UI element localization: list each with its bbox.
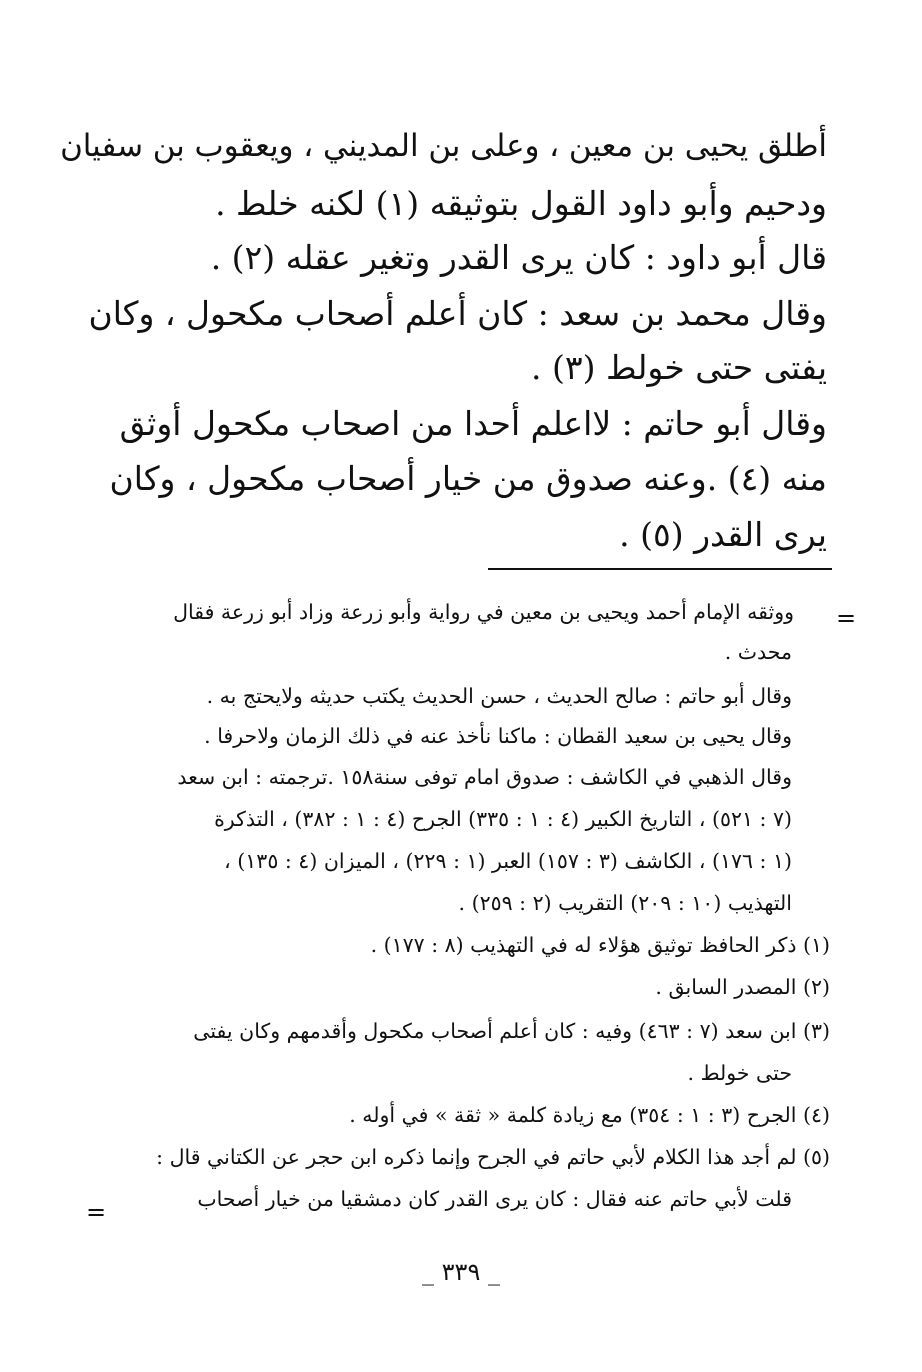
footnote-separator (488, 568, 832, 570)
footnote-2: (٢) المصدر السابق . (655, 975, 830, 999)
continuation-mark-top: = (836, 604, 857, 632)
main-line-8: يرى القدر (٥) . (619, 515, 827, 554)
footnote-5: (٥) لم أجد هذا الكلام لأبي حاتم في الجرح وإنما ذكره ابن حجر عن الكتاني قال : (156, 1145, 830, 1169)
footnote-1: (١) ذكر الحافظ توثيق هؤلاء له في التهذيب (٨ : ١٧٧) . (370, 933, 830, 957)
footnote-line-2: محدث . (724, 640, 792, 664)
footnote-3-continued: حتى خولط . (687, 1061, 792, 1085)
main-line-4: وقال محمد بن سعد : كان أعلم أصحاب مكحول ، وكان (88, 294, 827, 333)
main-line-5: يفتى حتى خولط (٣) . (531, 348, 827, 387)
footnote-3: (٣) ابن سعد (٧ : ٤٦٣) وفيه : كان أعلم أصحاب مكحول وأقدمهم وكان يفتى (193, 1019, 830, 1043)
footnote-4: (٤) الجرح (٣ : ١ : ٣٥٤) مع زيادة كلمة « ثقة » في أوله . (349, 1103, 830, 1127)
main-line-2: ودحيم وأبو داود القول بتوثيقه (١) لكنه خلط . (215, 184, 827, 223)
footnote-line-1: ووثقه الإمام أحمد ويحيى بن معين في رواية وأبو زرعة وزاد أبو زرعة فقال (173, 600, 794, 624)
footnote-line-7: (١ : ١٧٦) ، الكاشف (٣ : ١٥٧) العبر (١ : ٢٢٩) ، الميزان (٤ : ١٣٥) ، (224, 849, 792, 873)
footnote-5-continued: قلت لأبي حاتم عنه فقال : كان يرى القدر كان دمشقيا من خيار أصحاب (197, 1187, 792, 1211)
continuation-mark-bottom: = (86, 1198, 107, 1226)
footnote-line-8: التهذيب (١٠ : ٢٠٩) التقريب (٢ : ٢٥٩) . (458, 891, 792, 915)
page-number: _ ٣٣٩ _ (422, 1258, 500, 1286)
footnote-line-5: وقال الذهبي في الكاشف : صدوق امام توفى سنة١٥٨ .ترجمته : ابن سعد (177, 765, 792, 789)
main-line-1: أطلق يحيى بن معين ، وعلى بن المديني ، ويعقوب بن سفيان (60, 128, 827, 164)
main-line-6: وقال أبو حاتم : لااعلم أحدا من اصحاب مكحول أوثق (119, 404, 827, 443)
main-line-7: منه (٤) .وعنه صدوق من خيار أصحاب مكحول ، وكان (109, 459, 827, 498)
footnote-line-4: وقال يحيى بن سعيد القطان : ماكنا نأخذ عنه في ذلك الزمان ولاحرفا . (204, 724, 792, 748)
footnote-line-3: وقال أبو حاتم : صالح الحديث ، حسن الحديث يكتب حديثه ولايحتج به . (206, 684, 792, 708)
main-line-3: قال أبو داود : كان يرى القدر وتغير عقله (٢) . (210, 238, 827, 277)
footnote-line-6: (٧ : ٥٢١) ، التاريخ الكبير (٤ : ١ : ٣٣٥) الجرح (٤ : ١ : ٣٨٢) ، التذكرة (214, 807, 792, 831)
